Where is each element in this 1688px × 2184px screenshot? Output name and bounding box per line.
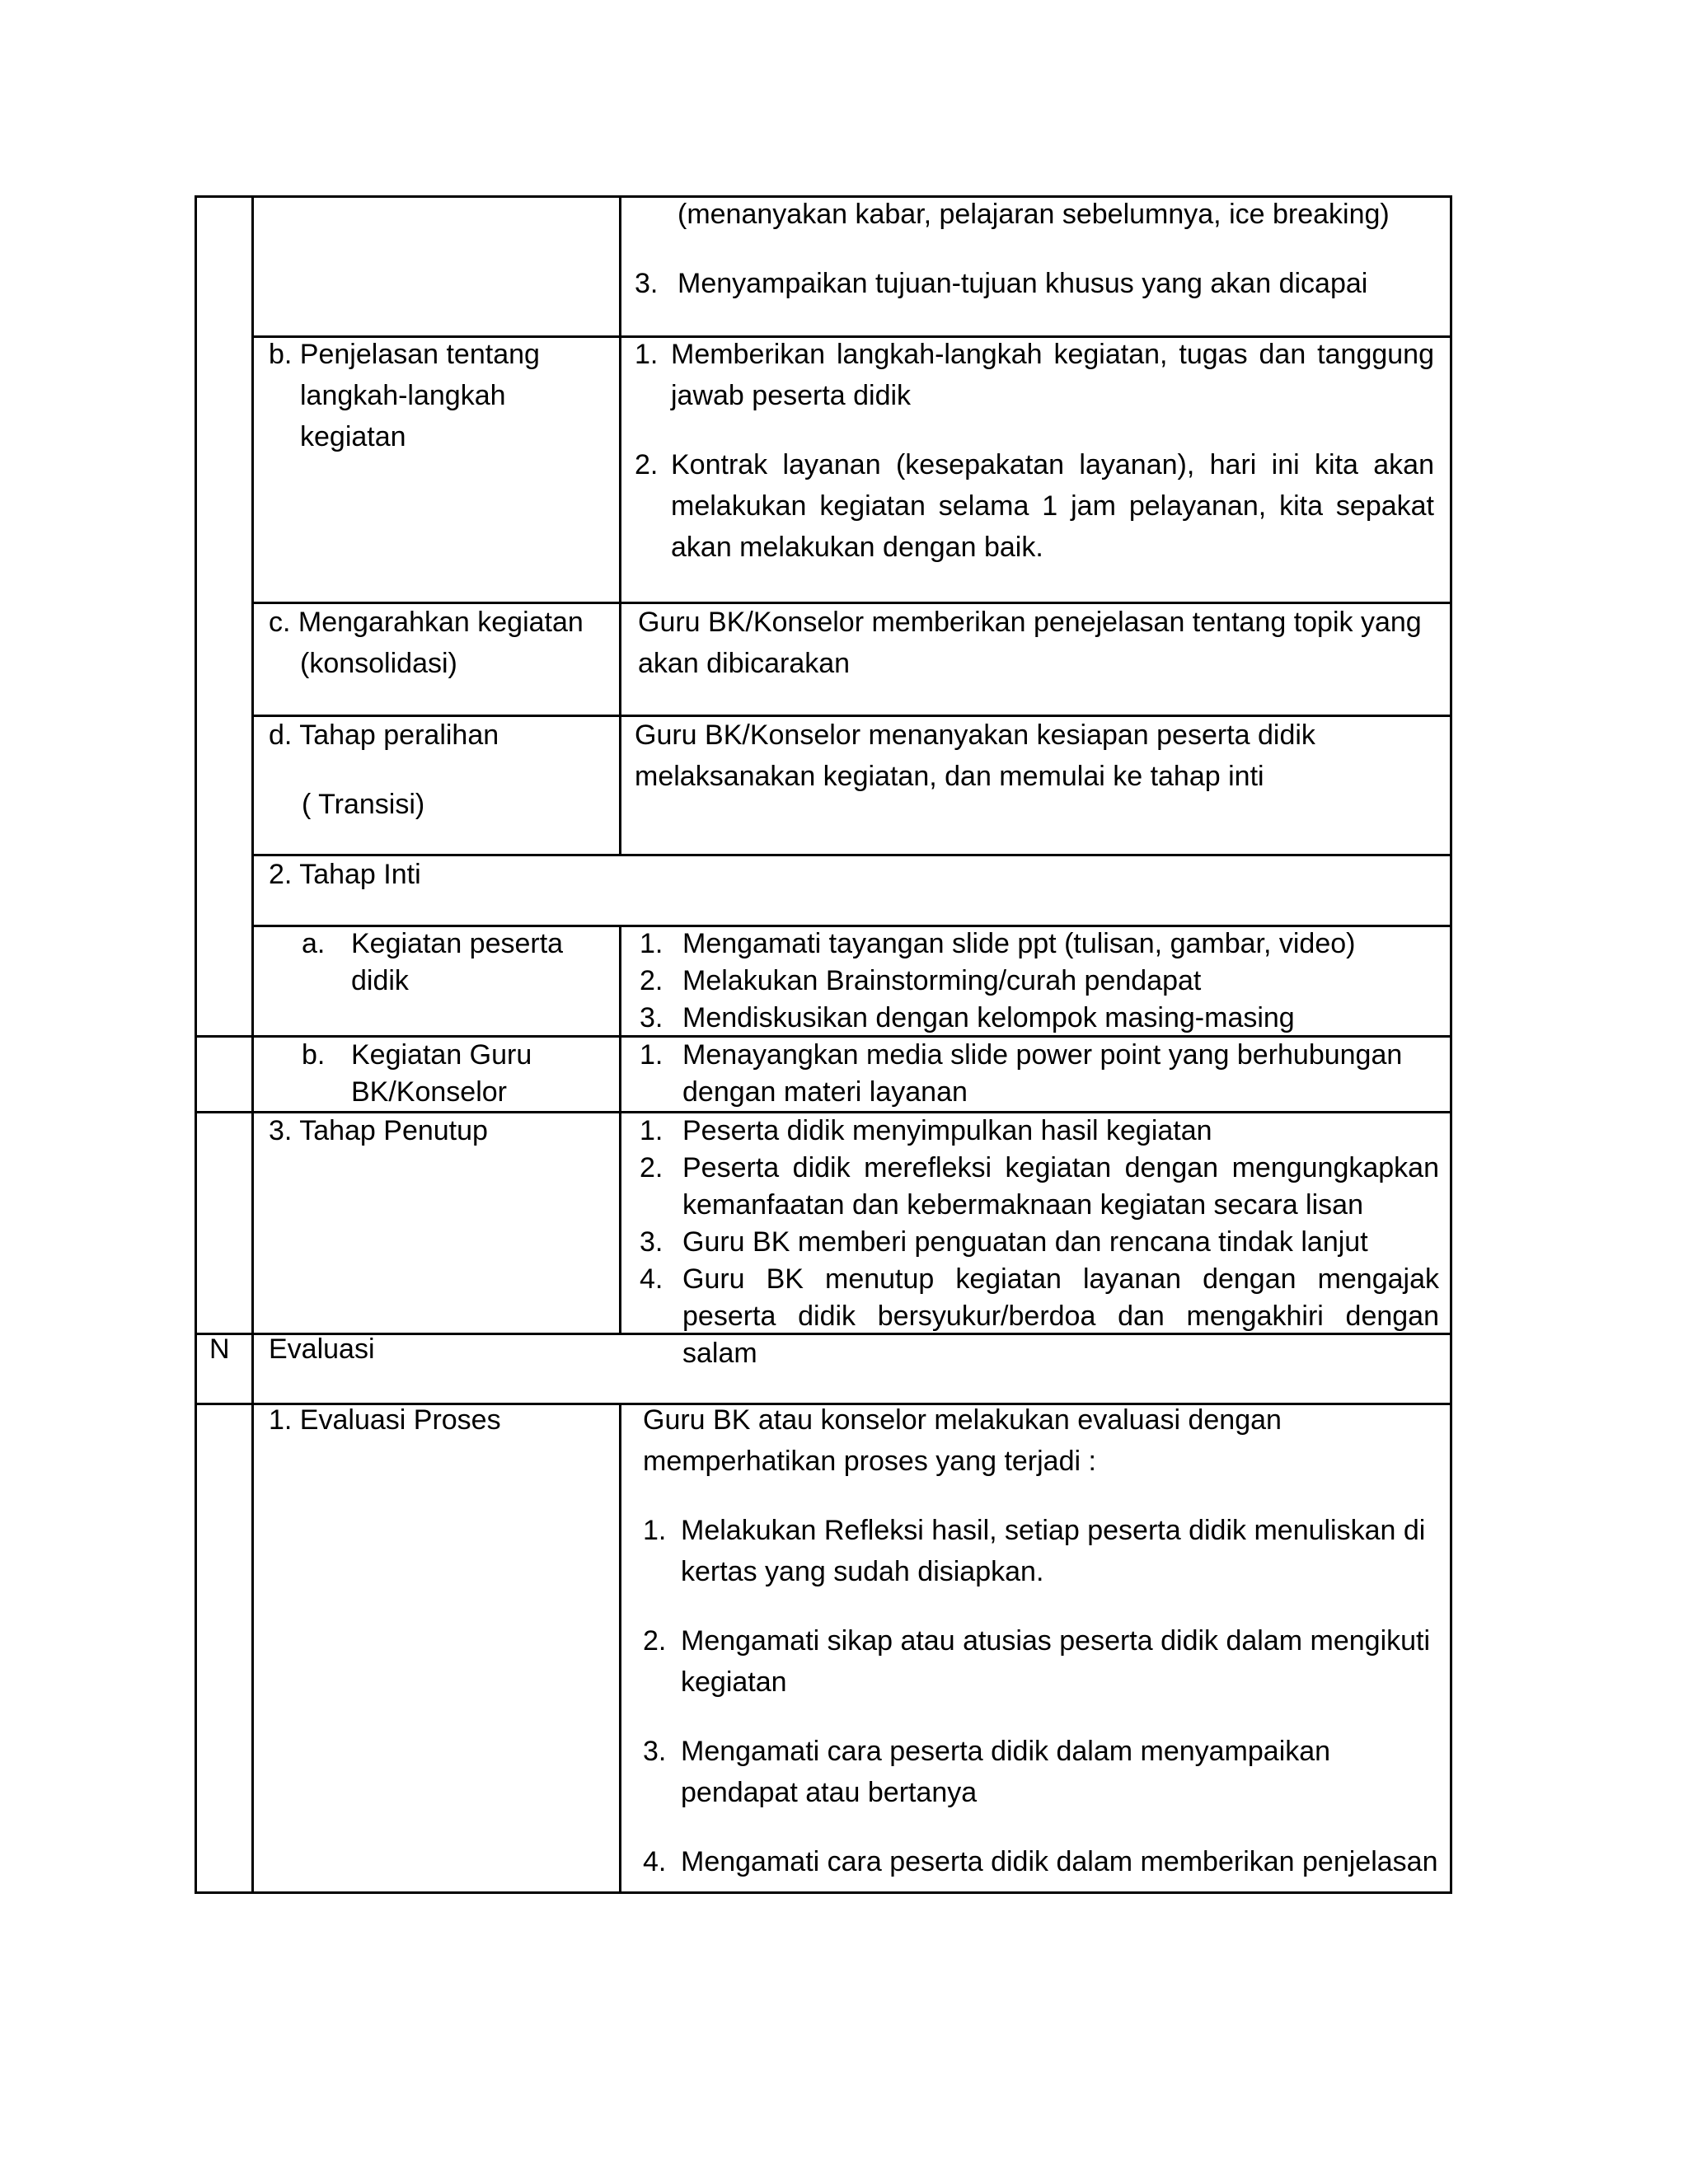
list-number: 3. bbox=[635, 268, 659, 299]
list-item bbox=[635, 334, 1434, 416]
list-text: Guru BK menutup kegiatan layanan dengan mengajak peserta didik bersyukur/berdoa dan mengakhiri dengan salam bbox=[682, 1263, 1439, 1369]
list-text: Mengamati cara peserta didik dalam menyampaikan pendapat atau bertanya bbox=[681, 1736, 1331, 1808]
column-divider bbox=[251, 195, 254, 1894]
label-line: b. Penjelasan tentang bbox=[269, 339, 540, 370]
list-item bbox=[643, 1620, 1438, 1703]
label-item bbox=[302, 1037, 607, 1111]
label-line: (konsolidasi) bbox=[300, 648, 457, 679]
label-line: kegiatan bbox=[300, 421, 406, 452]
content-cell bbox=[640, 1037, 1439, 1111]
label-item bbox=[302, 926, 607, 1000]
cell-text: Guru BK/Konselor menanyakan kesiapan peserta didik melaksanakan kegiatan, dan memulai ke tahap inti bbox=[635, 719, 1315, 792]
list-item bbox=[635, 263, 1438, 304]
table-border-right bbox=[1450, 195, 1452, 1894]
label-cell bbox=[269, 1399, 607, 1441]
row-marker: N bbox=[209, 1333, 230, 1365]
row-marker-cell bbox=[206, 1329, 247, 1370]
list-item bbox=[640, 1224, 1439, 1261]
list-number: 3. bbox=[640, 1226, 663, 1258]
label-cell bbox=[269, 715, 607, 825]
table-border-bottom bbox=[195, 1891, 1452, 1894]
label-cell bbox=[269, 334, 607, 457]
label-line: BK/Konselor bbox=[351, 1076, 507, 1108]
section-heading-cell bbox=[269, 854, 1423, 895]
content-cell bbox=[635, 334, 1434, 568]
intro-text: Guru BK atau konselor melakukan evaluasi dengan memperhatikan proses yang terjadi : bbox=[643, 1404, 1282, 1477]
list-text: Peserta didik merefleksi kegiatan dengan mengungkapkan kemanfaatan dan kebermaknaan kegiatan secara lisan bbox=[682, 1152, 1439, 1221]
content-cell bbox=[643, 1399, 1438, 1882]
list-item bbox=[640, 1113, 1439, 1150]
label-line: d. Tahap peralihan bbox=[269, 719, 499, 751]
label-cell bbox=[269, 1113, 607, 1150]
list-item bbox=[640, 926, 1439, 963]
list-number: 3. bbox=[640, 1002, 663, 1033]
list-item bbox=[643, 1510, 1438, 1592]
list-text: Melakukan Brainstorming/curah pendapat bbox=[682, 965, 1202, 996]
list-number: 2. bbox=[643, 1625, 667, 1657]
continuation-text: (menanyakan kabar, pelajaran sebelumnya, ice breaking) bbox=[678, 199, 1390, 230]
label-line: Kegiatan Guru bbox=[351, 1039, 532, 1071]
list-text: Mendiskusikan dengan kelompok masing-masing bbox=[682, 1002, 1295, 1033]
list-number: 1. bbox=[635, 339, 659, 370]
content-cell bbox=[638, 602, 1429, 684]
label-letter: a. bbox=[302, 928, 326, 959]
list-text: Mengamati sikap atau atusias peserta didik dalam mengikuti kegiatan bbox=[681, 1625, 1431, 1698]
content-cell bbox=[635, 715, 1426, 797]
label-line: didik bbox=[351, 965, 409, 996]
list-text: Mengamati cara peserta didik dalam memberikan penjelasan bbox=[681, 1846, 1438, 1877]
table-border-left bbox=[195, 195, 197, 1894]
label-line: Kegiatan peserta bbox=[351, 928, 564, 959]
list-number: 1. bbox=[643, 1515, 667, 1546]
label-cell bbox=[302, 926, 607, 1000]
list-item bbox=[643, 1841, 1438, 1882]
list-number: 4. bbox=[643, 1846, 667, 1877]
column-divider bbox=[619, 925, 621, 1335]
list-text: Menyampaikan tujuan-tujuan khusus yang akan dicapai bbox=[678, 268, 1368, 299]
list-item bbox=[643, 1731, 1438, 1813]
list-text: Guru BK memberi penguatan dan rencana tindak lanjut bbox=[682, 1226, 1368, 1258]
label-line: c. Mengarahkan kegiatan bbox=[269, 607, 584, 638]
column-divider bbox=[619, 195, 621, 856]
list-item bbox=[640, 963, 1439, 1000]
label-cell bbox=[269, 602, 607, 684]
label-line: ( Transisi) bbox=[302, 789, 425, 820]
list-item bbox=[635, 444, 1434, 568]
list-number: 1. bbox=[640, 1039, 663, 1071]
list-number: 2. bbox=[640, 1152, 663, 1183]
list-number: 1. bbox=[640, 928, 663, 959]
list-number: 3. bbox=[643, 1736, 667, 1767]
column-divider bbox=[619, 1403, 621, 1894]
section-heading: Evaluasi bbox=[269, 1333, 375, 1365]
list-number: 4. bbox=[640, 1263, 663, 1295]
label-line: langkah-langkah bbox=[300, 380, 506, 411]
list-number: 2. bbox=[640, 965, 663, 996]
list-text: Memberikan langkah-langkah kegiatan, tugas dan tanggung jawab peserta didik bbox=[671, 339, 1434, 411]
label-letter: b. bbox=[302, 1039, 326, 1071]
label-cell bbox=[302, 1037, 607, 1111]
label-line: 3. Tahap Penutup bbox=[269, 1115, 488, 1146]
list-number: 2. bbox=[635, 449, 659, 480]
cell-text: Guru BK/Konselor memberikan penejelasan tentang topik yang akan dibicarakan bbox=[638, 607, 1422, 679]
section-heading-cell bbox=[269, 1329, 1423, 1370]
list-text: Melakukan Refleksi hasil, setiap peserta didik menuliskan di kertas yang sudah disiapkan. bbox=[681, 1515, 1426, 1587]
list-text: Kontrak layanan (kesepakatan layanan), hari ini kita akan melakukan kegiatan selama 1 jam pelayanan, kita sepakat akan melakukan dengan baik. bbox=[671, 449, 1434, 563]
list-item bbox=[640, 1037, 1439, 1111]
list-text: Mengamati tayangan slide ppt (tulisan, gambar, video) bbox=[682, 928, 1356, 959]
list-item bbox=[640, 1150, 1439, 1224]
list-item bbox=[640, 1000, 1439, 1037]
label-line: 1. Evaluasi Proses bbox=[269, 1404, 501, 1436]
section-heading: 2. Tahap Inti bbox=[269, 859, 421, 890]
list-text: Peserta didik menyimpulkan hasil kegiatan bbox=[682, 1115, 1212, 1146]
list-number: 1. bbox=[640, 1115, 663, 1146]
content-cell bbox=[640, 926, 1439, 1037]
content-cell bbox=[635, 194, 1438, 304]
list-text: Menayangkan media slide power point yang berhubungan dengan materi layanan bbox=[682, 1039, 1403, 1108]
